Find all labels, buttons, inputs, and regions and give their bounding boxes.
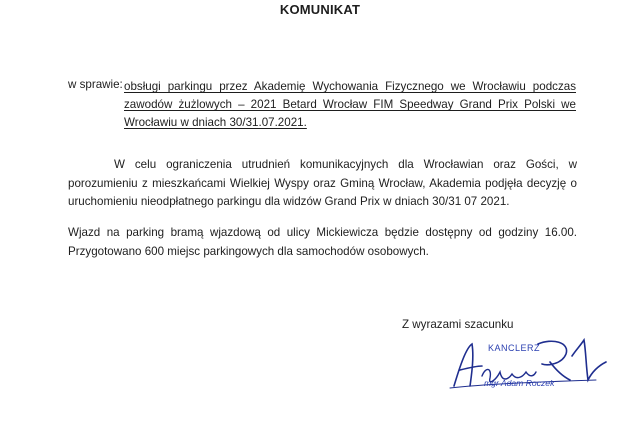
paragraph-parking-access: Wjazd na parking bramą wjazdową od ulicy Mickiewicza będzie dostępny od godziny 16.00. Przygotowano 600 miejsc parkingowych dla samochodów osobowych. <box>68 226 577 258</box>
document-title: KOMUNIKAT <box>279 2 361 17</box>
subject-text: obsługi parkingu przez Akademię Wychowania Fizycznego we Wrocławiu podczas zawodów żużlowych – 2021 Betard Wrocław FIM Speedway Grand Prix Polski we Wrocławiu w dniach 30/31.07.2021. <box>124 80 576 129</box>
closing-greeting: Z wyrazami szacunku <box>402 318 514 331</box>
subject-label: w sprawie: <box>68 78 123 91</box>
paragraph-parking-decision: W celu ograniczenia utrudnień komunikacyjnych dla Wrocławian oraz Gości, w porozumieniu z mieszkańcami Wielkiej Wyspy oraz Gminą Wrocław, Akademia podjęła decyzję o uruchomieniu nieodpłatnego parkingu dla widzów Grand Prix w dniach 30/31 07 2021. <box>68 158 577 208</box>
signature-stamp-name: mgr Adam Roczek <box>484 378 555 388</box>
signature-stamp-role: KANCLERZ <box>488 343 541 353</box>
